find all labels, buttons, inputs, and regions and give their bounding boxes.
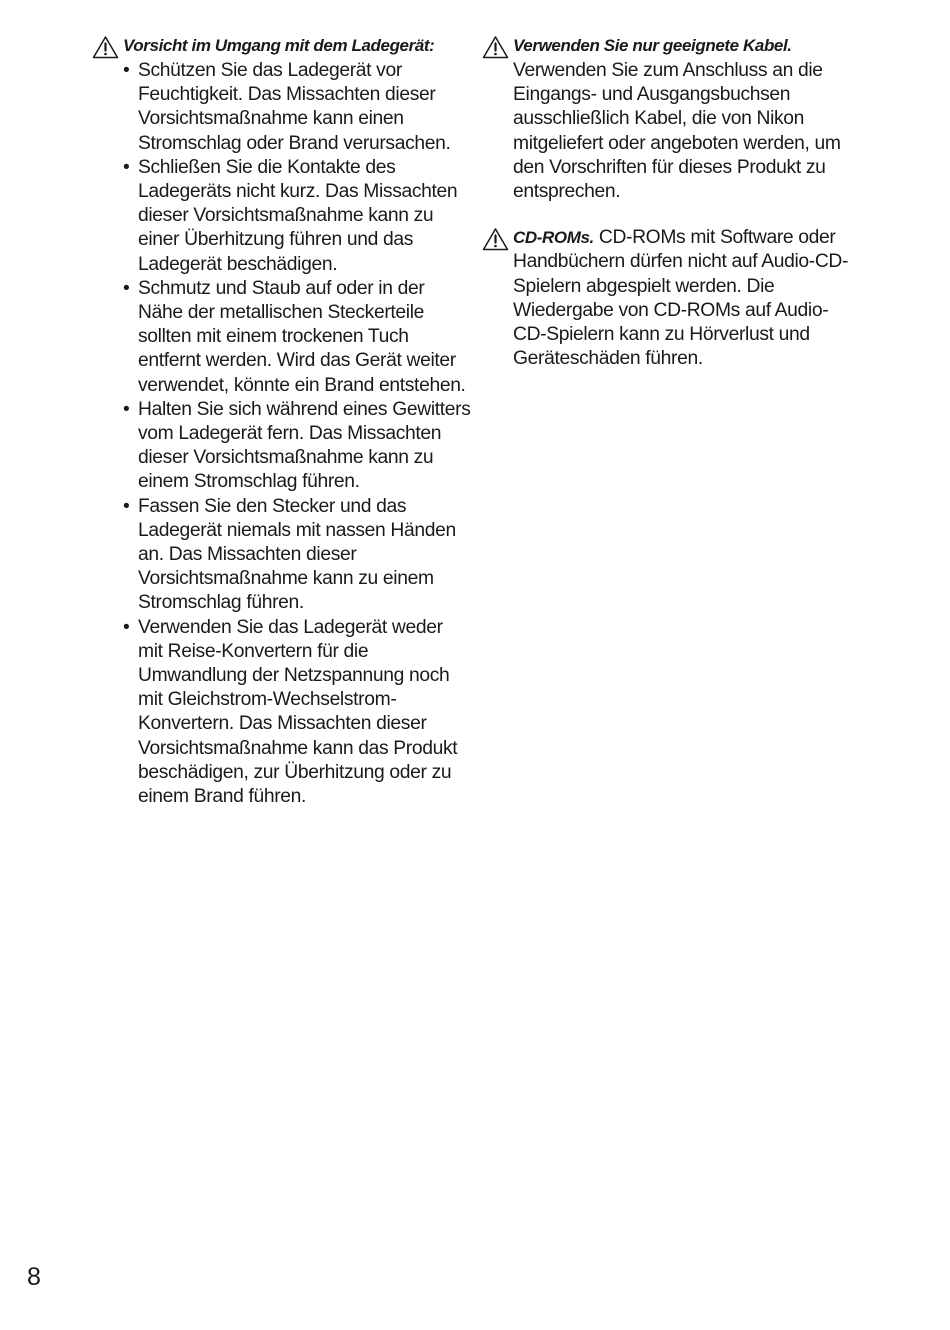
cdrom-text: CD-ROMs mit Software oder Handbüchern dürfen nicht auf Audio-CD-Spielern abgespielt werden. Die Wiedergabe von CD-ROMs auf Audio-CD-Spielern kann zu Hörverlust und Geräteschäden führen. — [513, 227, 849, 370]
cdrom-heading: CD-ROMs. — [513, 228, 594, 248]
charger-caution-section — [92, 34, 472, 809]
list-item: • Schließen Sie die Kontakte des Ladegeräts nicht kurz. Das Missachten dieser Vorsichtsmaßnahme kann zu einer Überhitzung führen und das Ladegerät beschädigen. — [123, 156, 472, 277]
cdrom-section — [482, 226, 854, 371]
cables-section — [482, 34, 854, 204]
charger-caution-heading-line — [92, 34, 472, 59]
list-item: • Fassen Sie den Stecker und das Ladegerät niemals mit nassen Händen an. Das Missachten dieser Vorsichtsmaßnahme kann zu einem Stromschlag führen. — [123, 495, 472, 616]
charger-caution-list — [92, 59, 472, 809]
list-item: • Schmutz und Staub auf oder in der Nähe der metallischen Steckerteile sollten mit einem trockenen Tuch entfernt werden. Wird das Gerät weiter verwendet, könnte ein Brand entstehen. — [123, 277, 472, 398]
warning-triangle-icon — [482, 227, 509, 251]
cables-text: Verwenden Sie zum Anschluss an die Eingangs- und Ausgangsbuchsen ausschließlich Kabel, die von Nikon mitgeliefert oder angeboten werden, um den Vorschriften für dieses Produkt zu entsprechen. — [513, 60, 841, 203]
list-item: • Schützen Sie das Ladegerät vor Feuchtigkeit. Das Missachten dieser Vorsichtsmaßnahme kann einen Stromschlag oder Brand verursachen. — [123, 59, 472, 156]
cdrom-paragraph — [513, 226, 854, 371]
cables-heading-line — [482, 34, 854, 59]
charger-caution-heading: Vorsicht im Umgang mit dem Ladegerät: — [123, 36, 435, 55]
cdrom-heading-line — [482, 226, 854, 371]
left-column — [92, 34, 472, 831]
right-column — [482, 34, 854, 393]
page-number: 8 — [27, 1263, 41, 1291]
cables-heading: Verwenden Sie nur geeignete Kabel. — [513, 36, 792, 55]
list-item: • Halten Sie sich während eines Gewitters vom Ladegerät fern. Das Missachten dieser Vorsichtsmaßnahme kann zu einem Stromschlag führen. — [123, 398, 472, 495]
warning-triangle-icon — [92, 35, 119, 59]
warning-triangle-icon — [482, 35, 509, 59]
list-item: • Verwenden Sie das Ladegerät weder mit Reise-Konvertern für die Umwandlung der Netzspannung noch mit Gleichstrom-Wechselstrom-Konvertern. Das Missachten dieser Vorsichtsmaßnahme kann das Produkt beschädigen, zur Überhitzung oder zu einem Brand führen. — [123, 616, 472, 810]
